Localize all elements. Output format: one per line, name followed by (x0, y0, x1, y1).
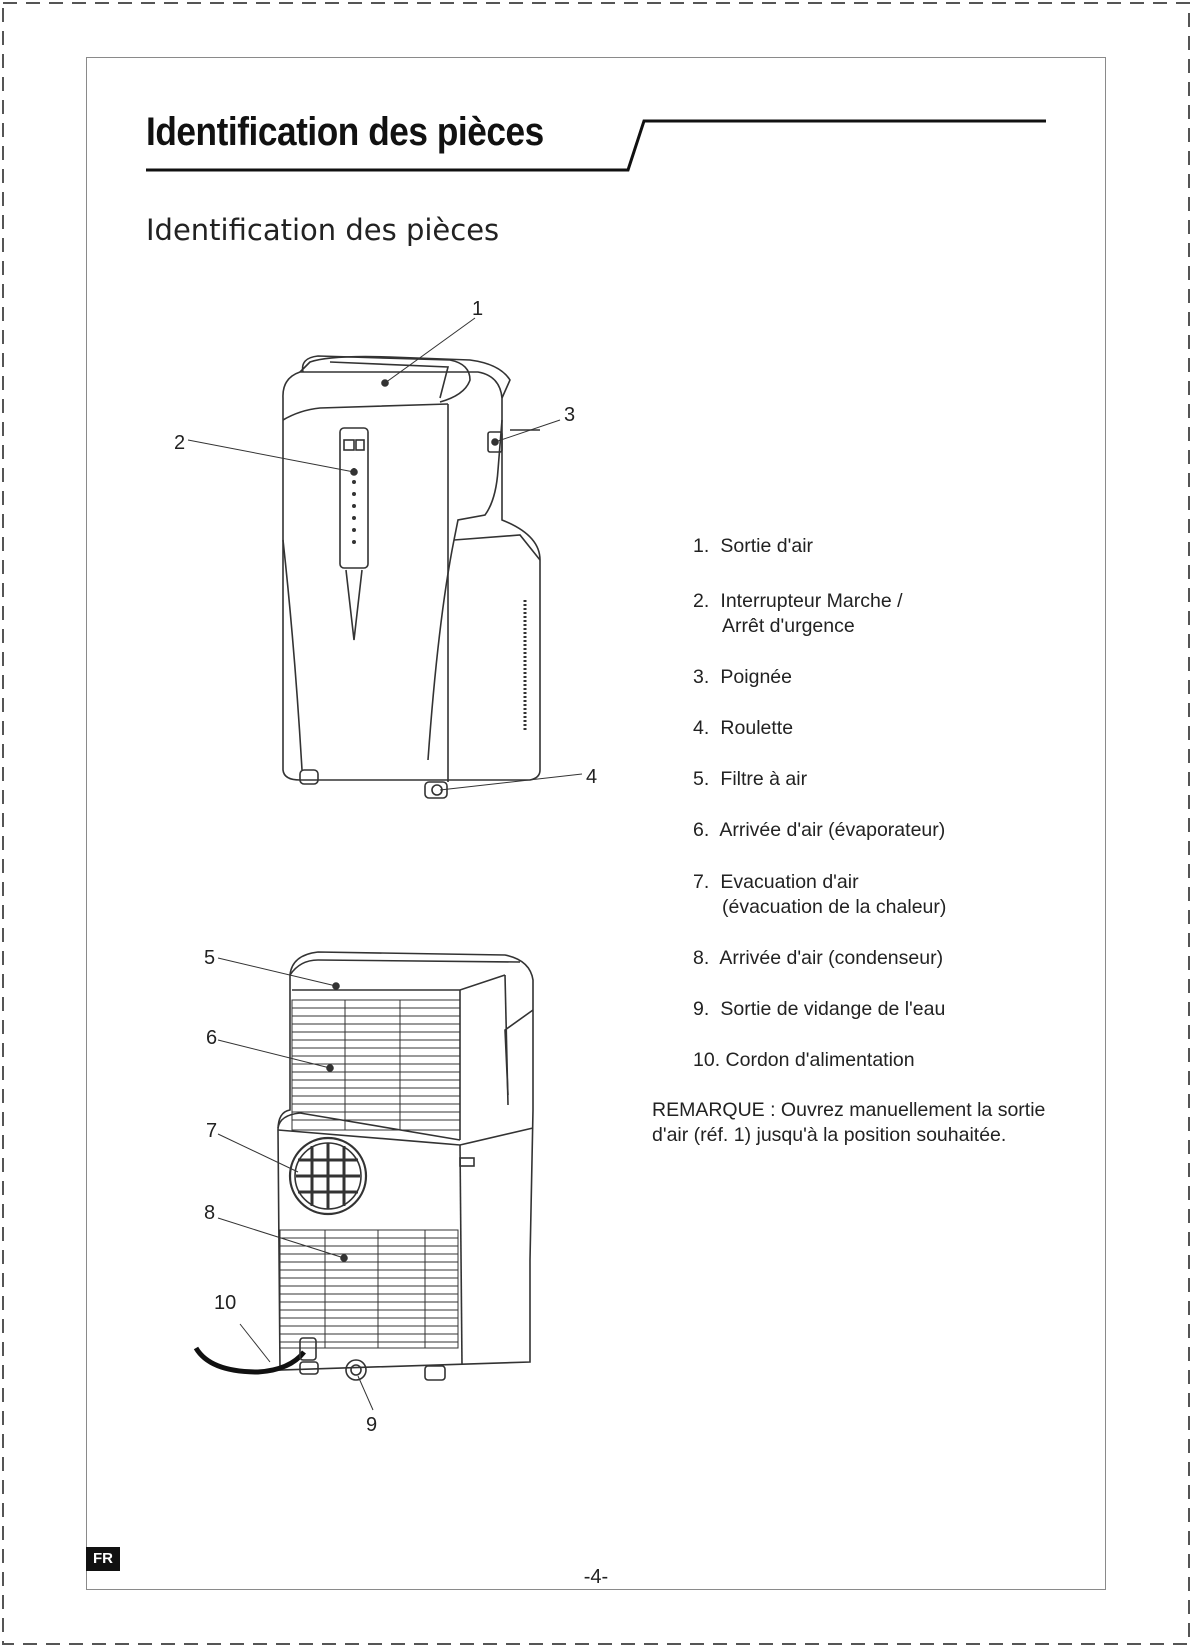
list-item (693, 818, 945, 843)
part-number: 2. (693, 590, 710, 612)
front-view-illustration (188, 318, 582, 798)
list-item (693, 1048, 915, 1073)
callout-5: 5 (204, 947, 216, 969)
list-item (693, 589, 903, 639)
part-label: Interrupteur Marche / (720, 590, 903, 612)
callout-7: 7 (206, 1120, 218, 1142)
part-number: 8. (693, 947, 710, 969)
part-label-continued: (évacuation de la chaleur) (722, 896, 947, 918)
callout-1: 1 (472, 298, 484, 320)
part-number: 1. (693, 535, 710, 557)
callout-2: 2 (174, 432, 186, 454)
remark-note: REMARQUE : Ouvrez manuellement la sortie d'air (réf. 1) jusqu'à la position souhaitée. (652, 1099, 1046, 1146)
part-label: Arrivée d'air (condenseur) (719, 947, 944, 969)
callout-4: 4 (586, 766, 598, 788)
header-title: Identification des pièces (146, 110, 544, 154)
part-label-continued: Arrêt d'urgence (722, 615, 855, 637)
list-item (693, 665, 792, 690)
page-number: -4- (583, 1566, 609, 1588)
list-item (693, 767, 807, 792)
part-number: 4. (693, 717, 710, 739)
part-label: Arrivée d'air (évaporateur) (719, 819, 946, 841)
part-label: Sortie de vidange de l'eau (720, 998, 946, 1020)
section-title: Identification des pièces (146, 213, 500, 247)
part-label: Sortie d'air (720, 535, 814, 557)
list-item (693, 716, 793, 741)
part-number: 9. (693, 998, 710, 1020)
part-number: 5. (693, 768, 710, 790)
back-view-illustration (196, 952, 533, 1410)
list-item (693, 997, 945, 1022)
part-number: 6. (693, 819, 710, 841)
part-label: Poignée (720, 666, 792, 688)
part-number: 10. (693, 1049, 721, 1071)
part-number: 3. (693, 666, 710, 688)
part-label: Roulette (720, 717, 794, 739)
list-item (693, 870, 946, 920)
part-label: Evacuation d'air (720, 871, 859, 893)
language-badge: FR (86, 1547, 120, 1571)
list-item (693, 946, 943, 971)
callout-3: 3 (564, 404, 576, 426)
part-number: 7. (693, 871, 710, 893)
callout-9: 9 (366, 1414, 378, 1436)
part-label: Cordon d'alimentation (725, 1049, 915, 1071)
list-item (693, 534, 813, 559)
part-label: Filtre à air (720, 768, 808, 790)
callout-6: 6 (206, 1027, 218, 1049)
callout-8: 8 (204, 1202, 216, 1224)
callout-10: 10 (214, 1292, 237, 1314)
